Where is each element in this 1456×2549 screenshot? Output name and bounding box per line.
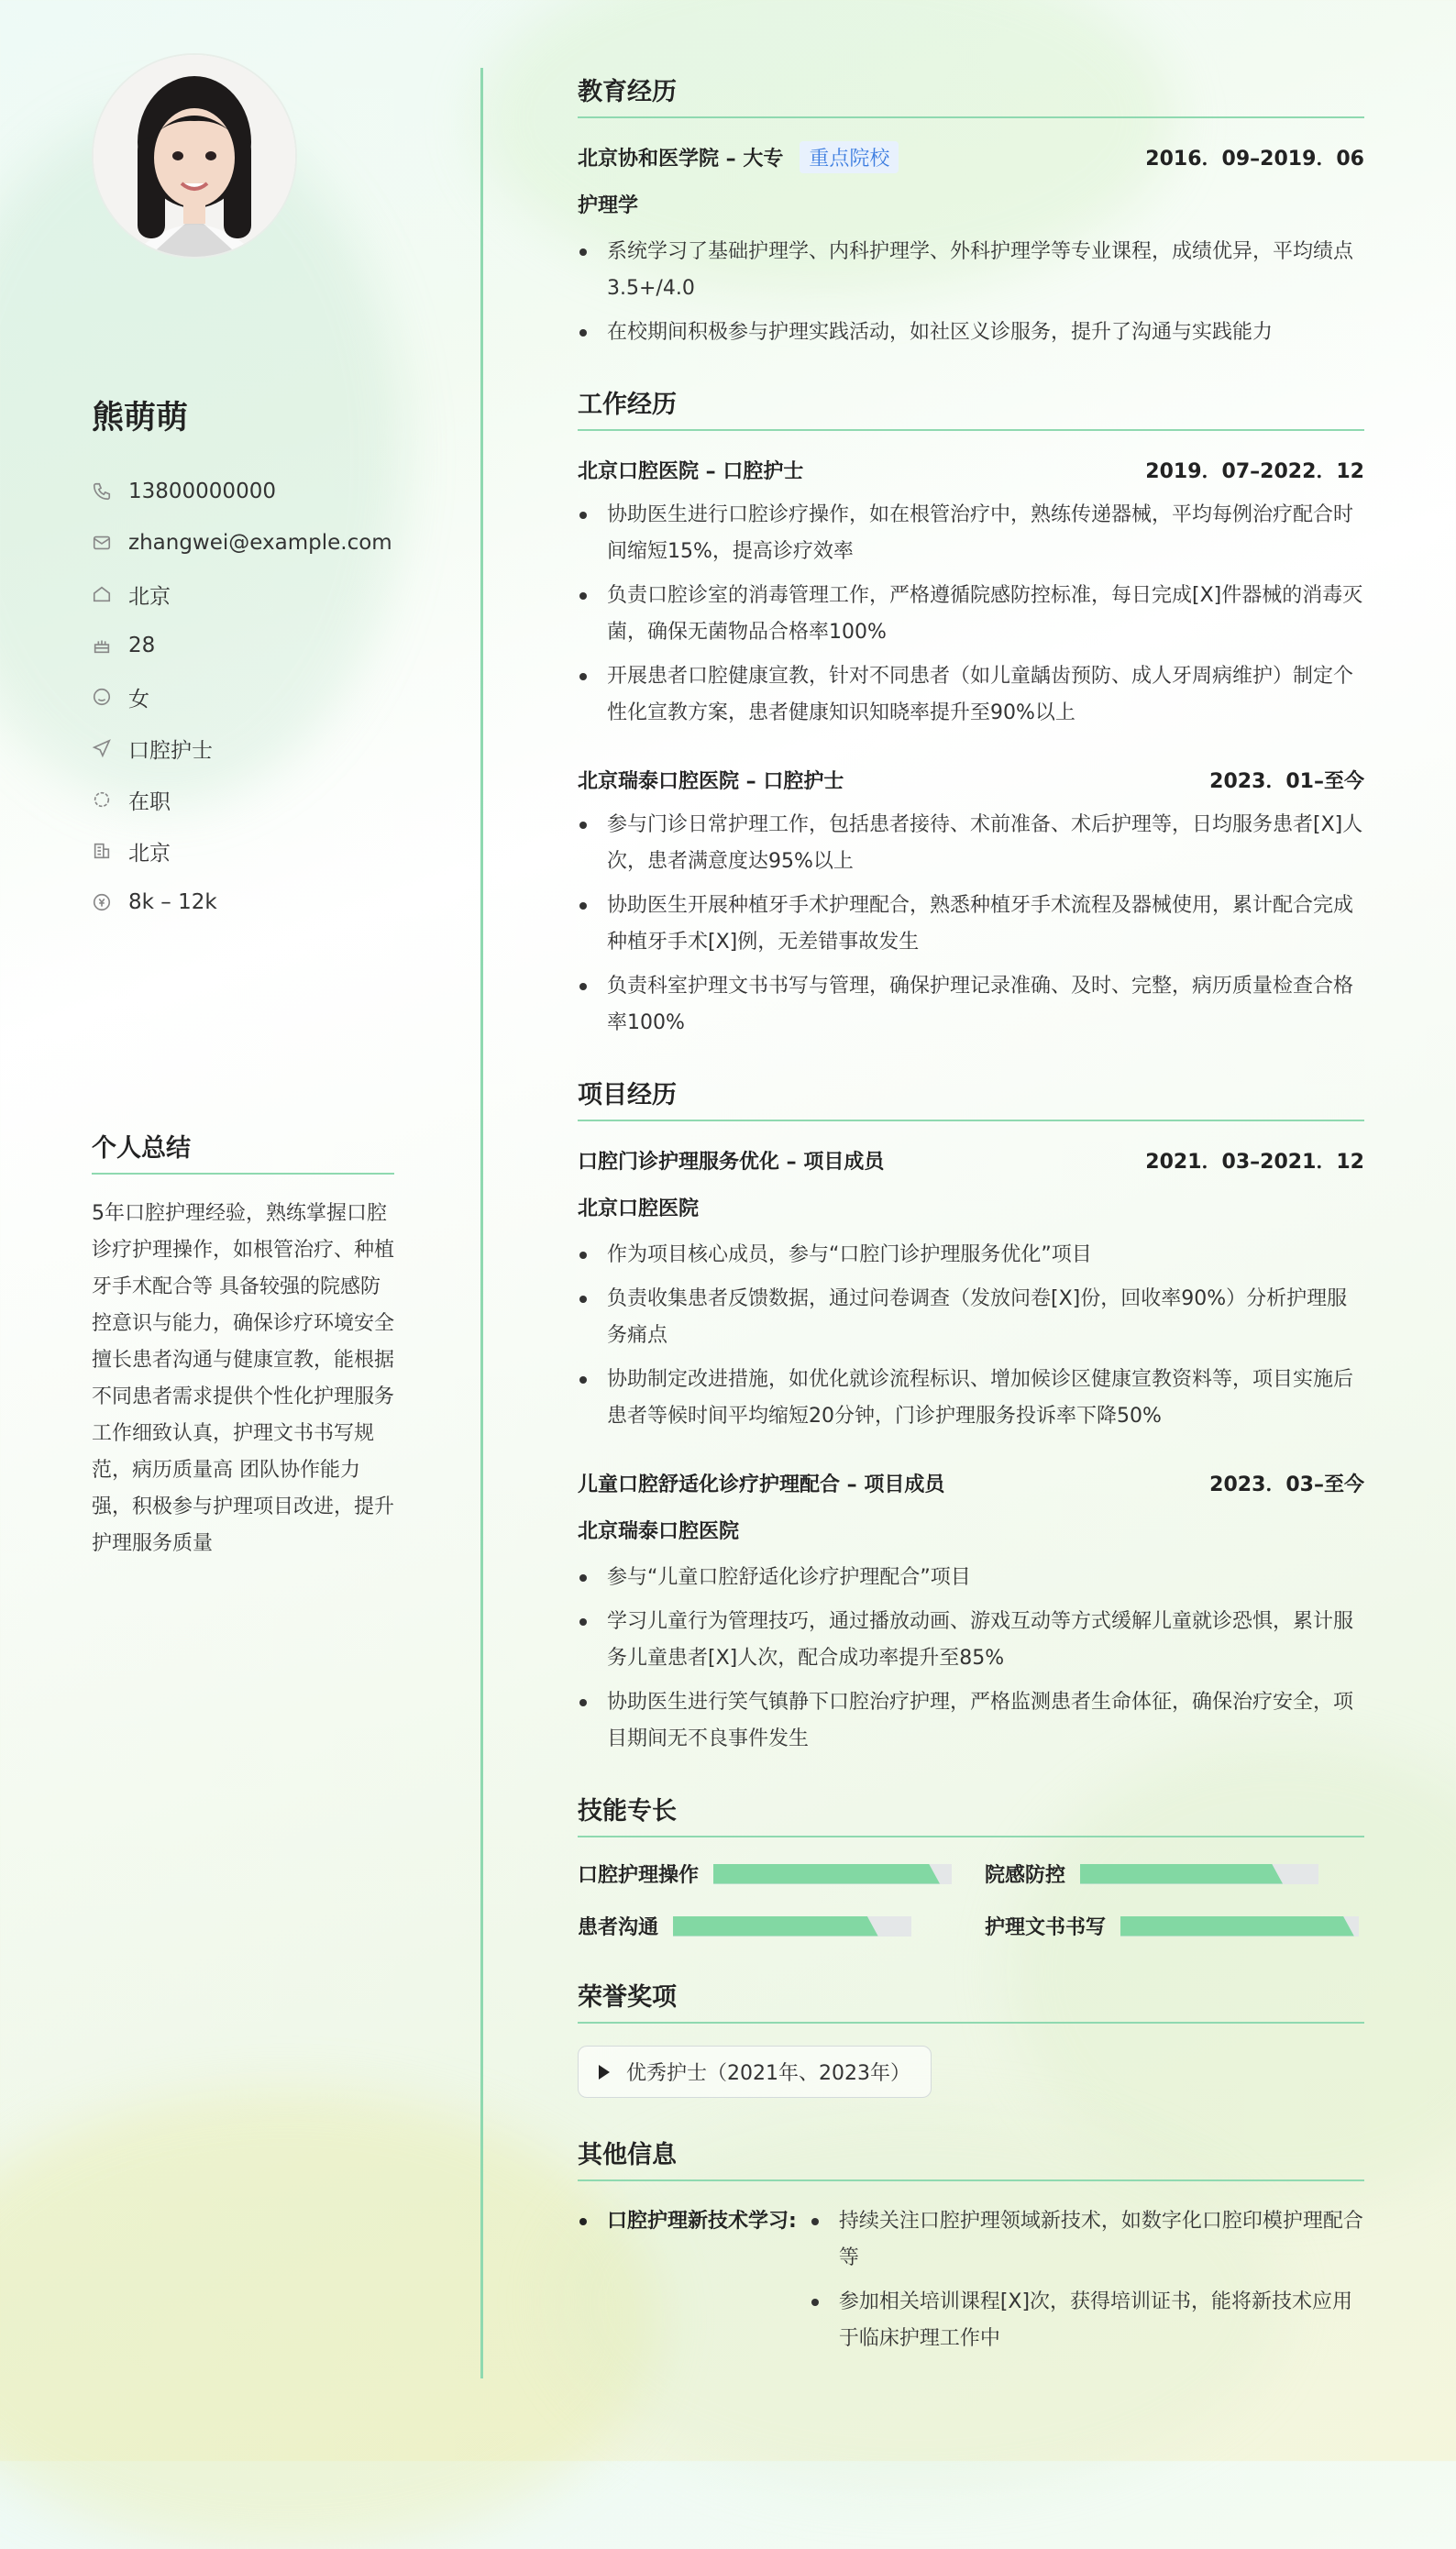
skills-title: 技能专长 <box>578 1791 1364 1837</box>
education-bullets <box>578 234 1364 351</box>
skill-bar-fill <box>673 1916 878 1937</box>
send-icon <box>92 738 112 758</box>
work-company: 北京口腔医院 – 口腔护士 <box>578 459 804 483</box>
work-company: 北京瑞泰口腔医院 – 口腔护士 <box>578 769 844 793</box>
skill-bar <box>1080 1864 1318 1884</box>
skill-bar <box>673 1916 911 1937</box>
skill-label: 口腔护理操作 <box>578 1864 700 1887</box>
status-value: 在职 <box>128 789 171 814</box>
award-item[interactable] <box>578 2046 932 2098</box>
skill-bar-fill <box>1080 1864 1283 1884</box>
avatar <box>94 55 295 257</box>
phone-value: 13800000000 <box>128 480 276 503</box>
project-bullets <box>578 1560 1364 1758</box>
summary-text: 5年口腔护理经验，熟练掌握口腔诊疗护理操作，如根管治疗、种植牙手术配合等 具备较强的院感防控意识与能力，确保诊疗环境安全 擅长患者沟通与健康宣教，能根据不同患者需求提供个性化护理服务 工作细致认真，护理文书书写规范，病历质量高 团队协作能力强，积极参与护理项目改进，提升护理服务质量 <box>92 1202 395 1555</box>
other-section <box>578 2135 1364 2365</box>
work-bullets <box>578 807 1364 1042</box>
work-entry <box>578 763 1364 1042</box>
list-item: 参与门诊日常护理工作，包括患者接待、术前准备、术后护理等，日均服务患者[X]人次，患者满意度达95%以上 <box>578 807 1364 880</box>
info-row-age <box>92 620 392 671</box>
list-item: 协助医生进行口腔诊疗操作，如在根管治疗中，熟练传递器械，平均每例治疗配合时间缩短15%，提高诊疗效率 <box>578 497 1364 570</box>
list-item: 协助制定改进措施，如优化就诊流程标识、增加候诊区健康宣教资料等，项目实施后患者等候时间平均缩短20分钟，门诊护理服务投诉率下降50% <box>578 1362 1364 1435</box>
project-entry-head <box>578 1143 1364 1176</box>
salary-value: 8k – 12k <box>128 890 217 914</box>
work-bullets <box>578 497 1364 732</box>
other-bullets <box>810 2203 1364 2365</box>
gender-icon <box>92 687 112 707</box>
other-title: 其他信息 <box>578 2135 1364 2181</box>
education-head <box>578 140 1364 173</box>
project-name: 口腔门诊护理服务优化 – 项目成员 <box>578 1150 885 1174</box>
work-entry-head <box>578 763 1364 796</box>
location-value: 北京 <box>128 584 171 609</box>
skill-bar <box>1120 1916 1359 1937</box>
skill-bar-fill <box>1120 1916 1354 1937</box>
education-title: 教育经历 <box>578 72 1364 118</box>
info-row-gender <box>92 671 392 723</box>
award-label: 优秀护士（2021年、2023年） <box>626 2062 910 2085</box>
candidate-name: 熊萌萌 <box>92 400 189 436</box>
list-item: 持续关注口腔护理领域新技术，如数字化口腔印模护理配合等 <box>810 2203 1364 2277</box>
column-divider <box>480 68 483 2378</box>
work-title: 工作经历 <box>578 384 1364 431</box>
work-section <box>578 384 1364 1042</box>
play-triangle-icon <box>599 2065 610 2080</box>
list-item: 参加相关培训课程[X]次，获得培训证书，能将新技术应用于临床护理工作中 <box>810 2284 1364 2357</box>
skill-item <box>985 1859 1364 1888</box>
list-item: 系统学习了基础护理学、内科护理学、外科护理学等专业课程，成绩优异，平均绩点3.5+/4.0 <box>578 234 1364 307</box>
projects-section <box>578 1075 1364 1758</box>
status-icon <box>92 789 112 810</box>
list-item: 负责科室护理文书书写与管理，确保护理记录准确、及时、完整，病历质量检查合格率100% <box>578 968 1364 1042</box>
project-date: 2021．03–2021．12 <box>1145 1150 1364 1174</box>
info-row-position <box>92 723 392 774</box>
summary-title: 个人总结 <box>92 1128 394 1175</box>
age-value: 28 <box>128 634 156 657</box>
email-value: zhangwei@example.com <box>128 531 392 555</box>
work-entry-head <box>578 453 1364 486</box>
skill-label: 院感防控 <box>985 1864 1066 1887</box>
info-row-location <box>92 568 392 620</box>
skill-item <box>985 1912 1364 1940</box>
list-item: 负责收集患者反馈数据，通过问卷调查（发放问卷[X]份，回收率90%）分析护理服务痛点 <box>578 1281 1364 1354</box>
contact-info <box>92 466 392 928</box>
list-item: 协助医生进行笑气镇静下口腔治疗护理，严格监测患者生命体征，确保治疗安全，项目期间无不良事件发生 <box>578 1684 1364 1758</box>
skill-bar <box>713 1864 952 1884</box>
info-row-city <box>92 825 392 877</box>
awards-title: 荣誉奖项 <box>578 1977 1364 2024</box>
skill-bar-fill <box>713 1864 940 1884</box>
major: 护理学 <box>578 194 639 217</box>
school-name: 北京协和医学院 – 大专 <box>578 147 784 171</box>
project-entry <box>578 1466 1364 1758</box>
projects-title: 项目经历 <box>578 1075 1364 1121</box>
info-row-status <box>92 774 392 825</box>
project-entry <box>578 1143 1364 1435</box>
list-item: 负责口腔诊室的消毒管理工作，严格遵循院感防控标准，每日完成[X]件器械的消毒灭菌，确保无菌物品合格率100% <box>578 578 1364 651</box>
list-item: 在校期间积极参与护理实践活动，如社区义诊服务，提升了沟通与实践能力 <box>578 314 1364 351</box>
school-tag: 重点院校 <box>800 141 899 173</box>
project-date: 2023．03–至今 <box>1209 1473 1364 1496</box>
mail-icon <box>92 533 112 553</box>
awards-section <box>578 1977 1364 2135</box>
project-bullets <box>578 1237 1364 1435</box>
building-icon <box>92 841 112 861</box>
other-label: 口腔护理新技术学习: <box>578 2203 797 2365</box>
project-org: 北京口腔医院 <box>578 1197 700 1220</box>
education-section <box>578 72 1364 351</box>
list-item: 作为项目核心成员，参与“口腔门诊护理服务优化”项目 <box>578 1237 1364 1274</box>
work-date: 2019．07–2022．12 <box>1145 459 1364 483</box>
work-date: 2023．01–至今 <box>1209 769 1364 793</box>
skills-grid <box>578 1859 1364 1940</box>
skill-label: 患者沟通 <box>578 1916 659 1939</box>
project-name: 儿童口腔舒适化诊疗护理配合 – 项目成员 <box>578 1473 945 1496</box>
project-org: 北京瑞泰口腔医院 <box>578 1520 740 1543</box>
cake-icon <box>92 635 112 656</box>
position-value: 口腔护士 <box>128 738 213 763</box>
list-item: 开展患者口腔健康宣教，针对不同患者（如儿童龋齿预防、成人牙周病维护）制定个性化宣教方案，患者健康知识知晓率提升至90%以上 <box>578 658 1364 732</box>
gender-value: 女 <box>128 687 149 712</box>
work-entry <box>578 453 1364 732</box>
skills-section <box>578 1791 1364 1940</box>
skill-item <box>578 1859 957 1888</box>
home-icon <box>92 584 112 604</box>
other-item <box>578 2203 1364 2365</box>
salary-icon <box>92 892 112 912</box>
skill-item <box>578 1912 957 1940</box>
list-item: 学习儿童行为管理技巧，通过播放动画、游戏互动等方式缓解儿童就诊恐惧，累计服务儿童患者[X]人次，配合成功率提升至85% <box>578 1604 1364 1677</box>
education-date: 2016．09–2019．06 <box>1145 147 1364 171</box>
city-value: 北京 <box>128 841 171 866</box>
project-entry-head <box>578 1466 1364 1499</box>
list-item: 协助医生开展种植牙手术护理配合，熟悉种植牙手术流程及器械使用，累计配合完成种植牙手术[X]例，无差错事故发生 <box>578 888 1364 961</box>
info-row-email <box>92 517 392 568</box>
main-content <box>578 72 1364 2365</box>
list-item: 参与“儿童口腔舒适化诊疗护理配合”项目 <box>578 1560 1364 1596</box>
info-row-salary <box>92 877 392 928</box>
skill-label: 护理文书书写 <box>985 1916 1107 1939</box>
phone-icon <box>92 481 112 502</box>
info-row-phone <box>92 466 392 517</box>
